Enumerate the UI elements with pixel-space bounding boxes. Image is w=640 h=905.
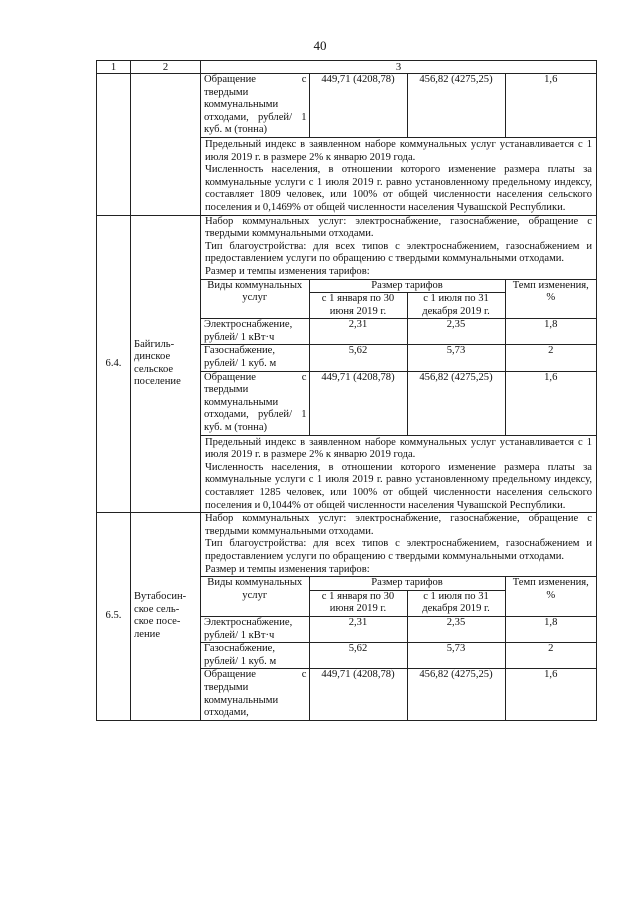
header-change-rate: Темп изменения, %: [505, 279, 596, 319]
tariff-second-half: 456,82 (4275,25): [407, 669, 505, 720]
tariff-second-half: 5,73: [407, 643, 505, 669]
column-number-2: 2: [131, 61, 201, 74]
tariff-first-half: 2,31: [309, 616, 407, 642]
header-tariff-size: Размер тарифов: [309, 279, 505, 293]
tariff-header-row: [201, 279, 596, 293]
header-service-kind: Виды коммунальных услуг: [201, 279, 309, 319]
tariff-second-half: 5,73: [407, 345, 505, 371]
tariff-table: [201, 279, 596, 435]
header-change-rate: Темп изменения, %: [505, 577, 596, 617]
settlement-row-6-4: [97, 215, 597, 513]
tariff-table: [201, 74, 596, 137]
tariff-table: [201, 576, 596, 720]
tariff-first-half: 449,71 (4208,78): [309, 371, 407, 434]
amenity-type-text: Тип благоустройства: для всех типов с электроснабжением, газоснабжением и предоставлением услуги по обращению с твердыми коммунальными отходами.: [205, 240, 592, 265]
settlement-details: [201, 215, 597, 513]
limit-index-text: Предельный индекс в заявленном наборе коммунальных услуг устанавливается с 1 июля 2019 г. в размере 2% к январю 2019 года.: [201, 435, 596, 462]
column-number-3: 3: [201, 61, 597, 74]
column-number-row: [97, 61, 597, 74]
tariff-first-half: 2,31: [309, 319, 407, 345]
tariff-row: [201, 319, 596, 345]
tariff-document-table: [96, 60, 597, 721]
tariff-header-row: [201, 577, 596, 591]
row-number: 6.4.: [97, 215, 131, 513]
tariff-change-rate: 1,6: [505, 371, 596, 434]
population-text: Численность населения, в отношении которого изменение размера платы за коммунальные услуги с 1 июля 2019 г. равно установленному предельному индексу, составляет 1809 человек, или 100% от общей численности населения сельского поселения и 0,1469% от общей численности населения Чувашской Республики.: [205, 164, 592, 213]
header-period-2: с 1 июля по 31 декабря 2019 г.: [407, 590, 505, 616]
tariff-first-half: 449,71 (4208,78): [309, 74, 407, 137]
tariff-first-half: 5,62: [309, 643, 407, 669]
tariff-change-rate: 1,6: [505, 74, 596, 137]
row-number: 6.5.: [97, 513, 131, 721]
header-service-kind: Виды коммунальных услуг: [201, 577, 309, 617]
limit-index-text: Предельный индекс в заявленном наборе коммунальных услуг устанавливается с 1 июля 2019 г. в размере 2% к январю 2019 года.: [201, 137, 596, 164]
service-name: Обращение с твердыми коммунальными отходами,: [201, 669, 309, 720]
header-period-1: с 1 января по 30 июня 2019 г.: [309, 293, 407, 319]
service-name: Обращение с твердыми коммунальными отходами, рублей/ 1 куб. м (тонна): [201, 371, 309, 434]
header-tariff-size: Размер тарифов: [309, 577, 505, 591]
tariff-second-half: 2,35: [407, 319, 505, 345]
service-name: Электроснабжение, рублей/ 1 кВт·ч: [201, 319, 309, 345]
tariff-second-half: 456,82 (4275,25): [407, 371, 505, 434]
tariff-change-rate: 1,6: [505, 669, 596, 720]
tariff-row: [201, 74, 596, 137]
tariff-row: [201, 371, 596, 434]
service-name: Электроснабжение, рублей/ 1 кВт·ч: [201, 616, 309, 642]
tariff-section-title: Размер и темпы изменения тарифов:: [205, 563, 370, 575]
population-text: Численность населения, в отношении которого изменение размера платы за коммунальные услуги с 1 июля 2019 г. равно установленному предельному индексу, составляет 1285 человек, или 100% от общей численности населения сельского поселения и 0,1044% от общей численности населения Чувашской Республики.: [205, 461, 592, 511]
settlement-row-6-5: [97, 513, 597, 721]
service-name: Обращение с твердыми коммунальными отходами, рублей/ 1 куб. м (тонна): [201, 74, 309, 137]
services-set-text: Набор коммунальных услуг: электроснабжение, газоснабжение, обращение с твердыми коммунальными отходами.: [205, 215, 592, 240]
tariff-row: [201, 643, 596, 669]
tariff-section-title: Размер и темпы изменения тарифов:: [205, 265, 370, 277]
tariff-second-half: 2,35: [407, 616, 505, 642]
tariff-row: [201, 669, 596, 720]
service-name: Газоснабжение, рублей/ 1 куб. м: [201, 345, 309, 371]
tariff-second-half: 456,82 (4275,25): [407, 74, 505, 137]
settlement-row-continued: [97, 74, 597, 216]
settlement-name: Вутабосин-ское сель-ское посе-ление: [131, 513, 201, 721]
settlement-name: [131, 74, 201, 216]
tariff-change-rate: 2: [505, 643, 596, 669]
settlement-details: [201, 513, 597, 721]
tariff-change-rate: 2: [505, 345, 596, 371]
settlement-name: Байгиль-динское сельское поселение: [131, 215, 201, 513]
amenity-type-text: Тип благоустройства: для всех типов с электроснабжением, газоснабжением и предоставлением услуги по обращению с твердыми коммунальными отходами.: [205, 538, 592, 562]
tariff-row: [201, 616, 596, 642]
settlement-details: [201, 74, 597, 216]
column-number-1: 1: [97, 61, 131, 74]
header-period-1: с 1 января по 30 июня 2019 г.: [309, 590, 407, 616]
tariff-change-rate: 1,8: [505, 319, 596, 345]
tariff-change-rate: 1,8: [505, 616, 596, 642]
service-name: Газоснабжение, рублей/ 1 куб. м: [201, 643, 309, 669]
tariff-first-half: 5,62: [309, 345, 407, 371]
header-period-2: с 1 июля по 31 декабря 2019 г.: [407, 293, 505, 319]
tariff-row: [201, 345, 596, 371]
row-number: [97, 74, 131, 216]
page-number: 40: [313, 38, 327, 53]
tariff-first-half: 449,71 (4208,78): [309, 669, 407, 720]
services-set-text: Набор коммунальных услуг: электроснабжение, газоснабжение, обращение с твердыми коммунальными отходами.: [205, 513, 592, 537]
